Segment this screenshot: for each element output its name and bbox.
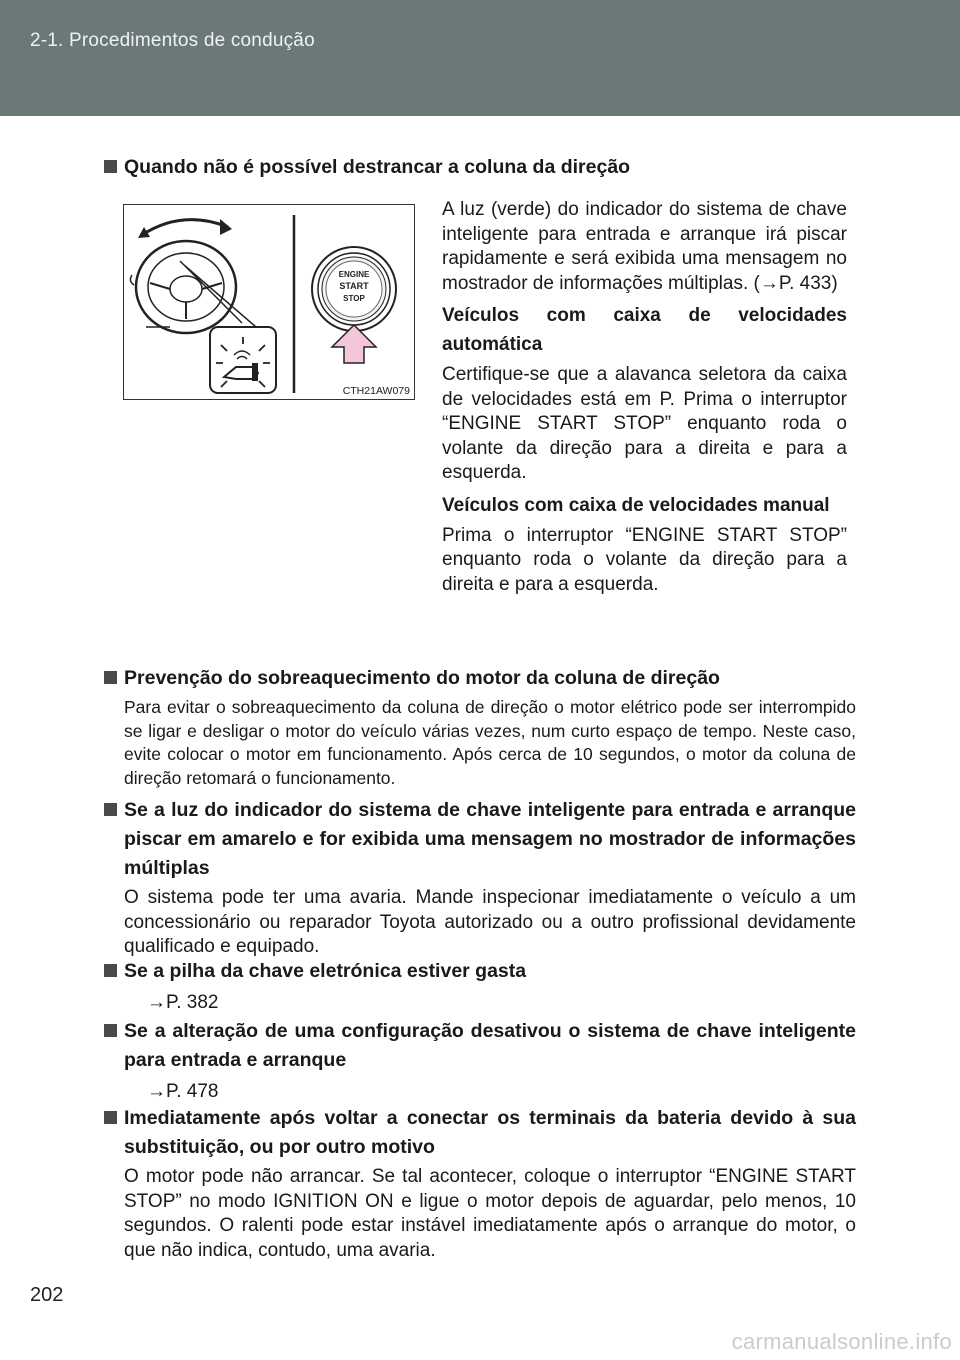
section-battery-reconnect: [104, 1104, 856, 1263]
section-key-battery: [104, 957, 856, 1014]
section-title: Imediatamente após voltar a conectar os terminais da bateria devido à sua substituição, ou por outro motivo: [104, 1104, 856, 1162]
bullet-square-icon: [104, 803, 117, 816]
page-reference-link[interactable]: →P. 382: [147, 992, 219, 1013]
section-setting-change: [104, 1017, 856, 1103]
page-header: [0, 0, 960, 116]
section-text: O motor pode não arrancar. Se tal acontecer, coloque o interruptor “ENGINE START STOP” no modo IGNITION ON e ligue o motor depois de aguardar, pelo menos, 10 segundos. O ralenti pode estar instável imediatamente após o arranque do motor, o que não indica, contudo, uma avaria.: [124, 1166, 856, 1261]
section-title: Se a alteração de uma configuração desativou o sistema de chave inteligente para entrada e arranque: [104, 1017, 856, 1075]
stop-label: STOP: [343, 294, 365, 303]
section-indicator-yellow: [104, 796, 856, 960]
page-reference-link[interactable]: →P. 478: [147, 1081, 219, 1102]
engine-label: ENGINE: [338, 270, 370, 279]
bullet-square-icon: [104, 671, 117, 684]
section-text: O sistema pode ter uma avaria. Mande inspecionar imediatamente o veículo a um concessionário ou reparador Toyota autorizado ou a outro profissional devidamente qualificado e equipado.: [124, 887, 856, 957]
smart-key-indicator-icon: [210, 327, 276, 393]
bullet-square-icon: [104, 964, 117, 977]
bullet-square-icon: [104, 160, 117, 173]
section-title: Prevenção do sobreaquecimento do motor da coluna de direção: [104, 664, 856, 693]
steering-wheel-illustration: [123, 204, 415, 400]
bullet-square-icon: [104, 1024, 117, 1037]
steering-wheel-figure-svg: [124, 205, 414, 399]
section-title: Se a luz do indicador do sistema de chave inteligente para entrada e arranque piscar em amarelo e for exibida uma mensagem no mostrador de informações múltiplas: [104, 796, 856, 883]
press-arrow-icon: [332, 325, 376, 363]
bullet-square-icon: [104, 1111, 117, 1124]
page-number: 202: [30, 1284, 64, 1306]
watermark: carmanualsonline.info: [731, 1329, 952, 1354]
figure-code: CTH21AW079: [342, 385, 410, 397]
manual-heading: Veículos com caixa de velocidades manual: [442, 494, 830, 516]
rotation-arrow-icon: [142, 220, 228, 235]
section-text: Para evitar o sobreaquecimento da coluna de direção o motor elétrico pode ser interrompido se ligar e desligar o motor do veículo várias vezes, num curto espaço de tempo. Neste caso, evite colocar o motor em funcionamento. Após cerca de 10 segundos, o motor da coluna de direção retomará o funcionamento.: [124, 697, 856, 788]
auto-text: Certifique-se que a alavanca seletora da caixa de velocidades está em P. Prima o interruptor “ENGINE START STOP” enquanto roda o volante da direção para a direita e para a esquerda.: [442, 364, 847, 483]
section-title: Quando não é possível destrancar a coluna da direção: [104, 153, 856, 182]
intro-text: A luz (verde) do indicador do sistema de chave inteligente para entrada e arranque irá piscar rapidamente e será exibida uma mensagem no mostrador de informações múltiplas. (→P. 433): [442, 199, 847, 294]
section-title: Se a pilha da chave eletrónica estiver gasta: [104, 957, 856, 986]
steering-lock-instructions: [442, 198, 847, 597]
manual-text: Prima o interruptor “ENGINE START STOP” enquanto roda o volante da direção para a direita e para a esquerda.: [442, 524, 847, 595]
start-label: START: [339, 281, 369, 291]
section-steering-lock: [104, 153, 856, 182]
section-overheating: [104, 664, 856, 790]
breadcrumb: 2-1. Procedimentos de condução: [30, 30, 315, 51]
auto-heading: Veículos com caixa de velocidades automática: [442, 305, 847, 355]
